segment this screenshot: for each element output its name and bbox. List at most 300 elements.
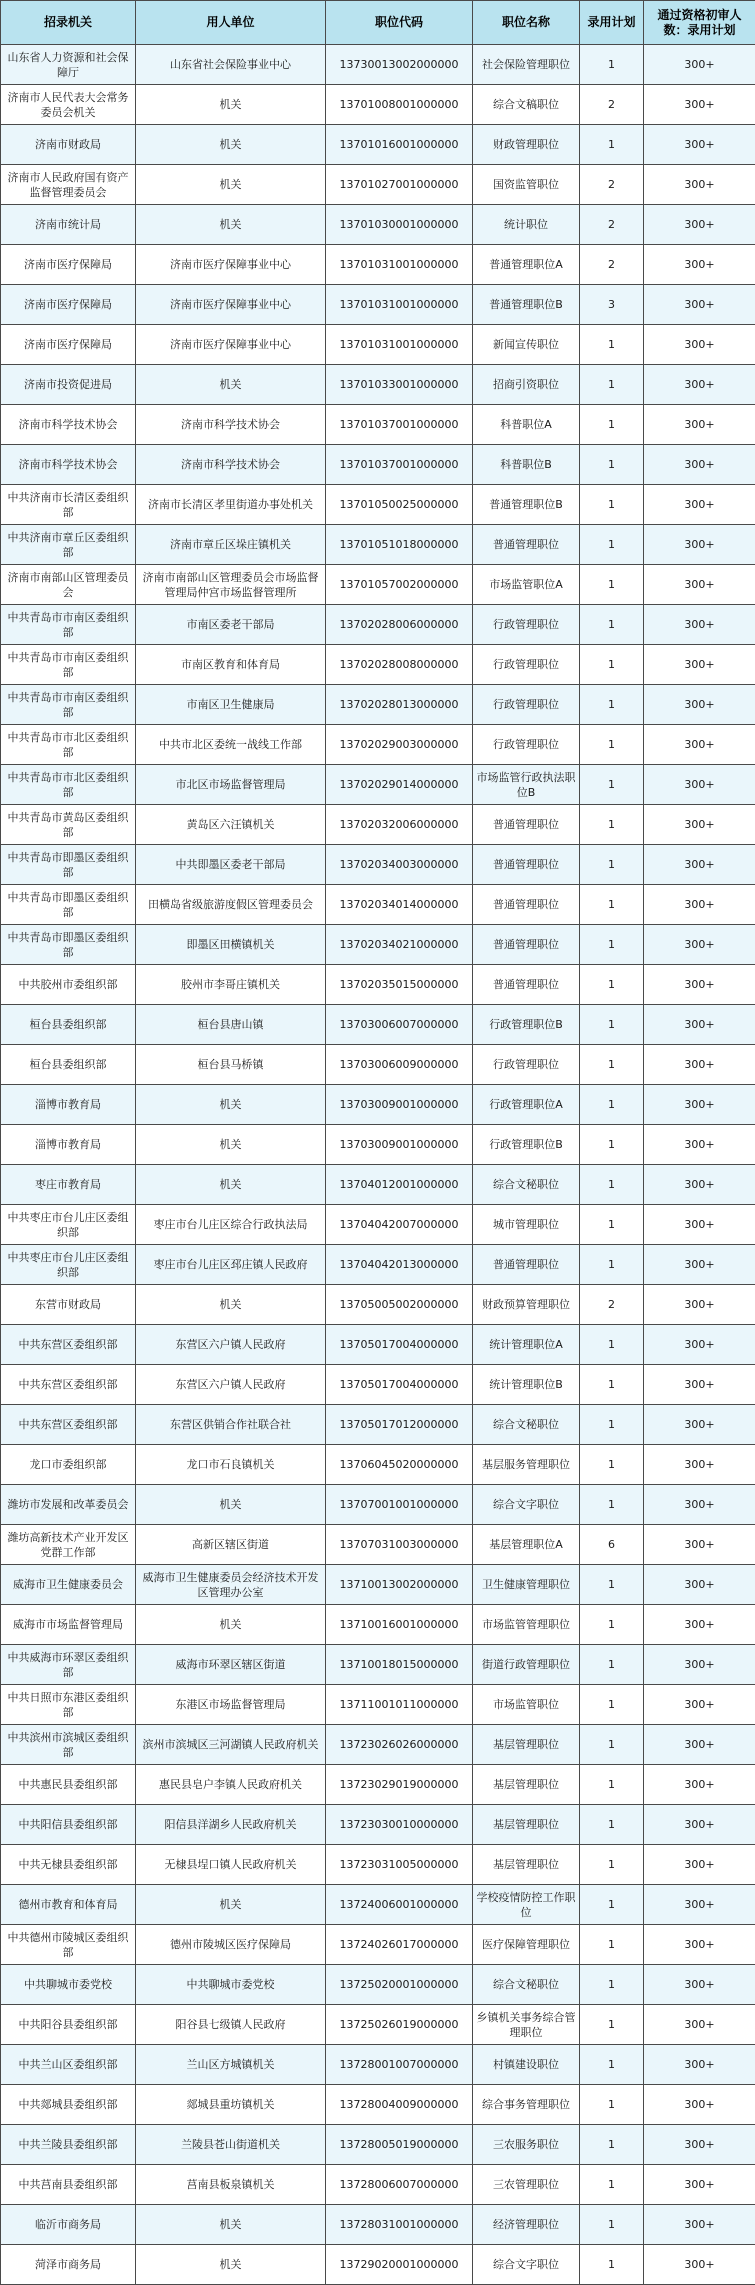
cell-position-name: 三农服务职位: [473, 2125, 580, 2165]
cell-position-code: 13723030010000000: [326, 1805, 473, 1845]
cell-position-name: 行政管理职位A: [473, 1085, 580, 1125]
cell-position-name: 普通管理职位B: [473, 285, 580, 325]
table-row: [1, 1085, 755, 1125]
cell-position-name: 普通管理职位: [473, 525, 580, 565]
cell-hiring-plan: 1: [580, 1925, 644, 1965]
cell-hiring-plan: 1: [580, 1805, 644, 1845]
cell-position-name: 行政管理职位B: [473, 1005, 580, 1045]
cell-position-code: 13704012001000000: [326, 1165, 473, 1205]
cell-employer: 机关: [136, 165, 326, 205]
cell-ratio: 300+: [644, 1485, 755, 1525]
cell-employer: 桓台县唐山镇: [136, 1005, 326, 1045]
cell-hiring-plan: 1: [580, 1885, 644, 1925]
cell-hiring-plan: 1: [580, 405, 644, 445]
cell-position-code: 13725026019000000: [326, 2005, 473, 2045]
cell-hiring-plan: 1: [580, 1325, 644, 1365]
table-row: [1, 2245, 755, 2285]
cell-hiring-plan: 1: [580, 2125, 644, 2165]
cell-recruiting-agency: 中共兰陵县委组织部: [1, 2125, 136, 2165]
cell-recruiting-agency: 济南市南部山区管理委员会: [1, 565, 136, 605]
cell-hiring-plan: 1: [580, 1765, 644, 1805]
cell-position-name: 综合文秘职位: [473, 1965, 580, 2005]
cell-hiring-plan: 1: [580, 2205, 644, 2245]
cell-position-name: 村镇建设职位: [473, 2045, 580, 2085]
cell-hiring-plan: 2: [580, 245, 644, 285]
cell-hiring-plan: 1: [580, 365, 644, 405]
cell-position-name: 行政管理职位B: [473, 1125, 580, 1165]
cell-recruiting-agency: 中共胶州市委组织部: [1, 965, 136, 1005]
cell-hiring-plan: 1: [580, 2045, 644, 2085]
cell-recruiting-agency: 中共济南市长清区委组织部: [1, 485, 136, 525]
cell-employer: 市南区卫生健康局: [136, 685, 326, 725]
cell-position-name: 学校疫情防控工作职位: [473, 1885, 580, 1925]
cell-position-code: 13701031001000000: [326, 285, 473, 325]
cell-hiring-plan: 1: [580, 1085, 644, 1125]
table-row: [1, 1125, 755, 1165]
cell-position-code: 13701030001000000: [326, 205, 473, 245]
table-row: [1, 685, 755, 725]
cell-hiring-plan: 1: [580, 1965, 644, 2005]
cell-recruiting-agency: 中共青岛市市北区委组织部: [1, 725, 136, 765]
table-row: [1, 445, 755, 485]
table-row: [1, 805, 755, 845]
cell-position-code: 13703006009000000: [326, 1045, 473, 1085]
cell-hiring-plan: 1: [580, 605, 644, 645]
cell-ratio: 300+: [644, 1085, 755, 1125]
cell-recruiting-agency: 中共枣庄市台儿庄区委组织部: [1, 1205, 136, 1245]
cell-hiring-plan: 1: [580, 1005, 644, 1045]
table-row: [1, 925, 755, 965]
cell-position-name: 行政管理职位: [473, 645, 580, 685]
table-row: [1, 1405, 755, 1445]
cell-position-name: 招商引资职位: [473, 365, 580, 405]
table-row: [1, 1285, 755, 1325]
cell-recruiting-agency: 威海市市场监督管理局: [1, 1605, 136, 1645]
cell-position-code: 13705005002000000: [326, 1285, 473, 1325]
cell-position-name: 三农管理职位: [473, 2165, 580, 2205]
cell-hiring-plan: 1: [580, 2005, 644, 2045]
cell-position-code: 13711001011000000: [326, 1685, 473, 1725]
cell-employer: 桓台县马桥镇: [136, 1045, 326, 1085]
cell-position-code: 13728004009000000: [326, 2085, 473, 2125]
cell-hiring-plan: 3: [580, 285, 644, 325]
cell-recruiting-agency: 中共日照市东港区委组织部: [1, 1685, 136, 1725]
cell-hiring-plan: 1: [580, 645, 644, 685]
cell-recruiting-agency: 潍坊高新技术产业开发区党群工作部: [1, 1525, 136, 1565]
cell-ratio: 300+: [644, 565, 755, 605]
cell-employer: 阳信县洋湖乡人民政府机关: [136, 1805, 326, 1845]
cell-position-name: 市场监管职位: [473, 1685, 580, 1725]
cell-position-code: 13723031005000000: [326, 1845, 473, 1885]
table-row: [1, 285, 755, 325]
cell-position-name: 普通管理职位A: [473, 245, 580, 285]
table-row: [1, 2165, 755, 2205]
cell-position-code: 13705017004000000: [326, 1325, 473, 1365]
cell-hiring-plan: 1: [580, 45, 644, 85]
table-row: [1, 845, 755, 885]
cell-ratio: 300+: [644, 205, 755, 245]
table-row: [1, 525, 755, 565]
cell-recruiting-agency: 中共青岛市即墨区委组织部: [1, 845, 136, 885]
table-row: [1, 1525, 755, 1565]
cell-position-code: 13702034003000000: [326, 845, 473, 885]
cell-recruiting-agency: 中共青岛市市南区委组织部: [1, 605, 136, 645]
cell-recruiting-agency: 济南市医疗保障局: [1, 325, 136, 365]
cell-ratio: 300+: [644, 2005, 755, 2045]
cell-ratio: 300+: [644, 1165, 755, 1205]
cell-recruiting-agency: 东营市财政局: [1, 1285, 136, 1325]
table-row: [1, 885, 755, 925]
cell-recruiting-agency: 中共青岛市市北区委组织部: [1, 765, 136, 805]
cell-position-name: 普通管理职位: [473, 845, 580, 885]
cell-position-name: 科普职位B: [473, 445, 580, 485]
cell-ratio: 300+: [644, 645, 755, 685]
table-row: [1, 1325, 755, 1365]
table-row: [1, 205, 755, 245]
cell-employer: 济南市医疗保障事业中心: [136, 285, 326, 325]
cell-ratio: 300+: [644, 1845, 755, 1885]
cell-recruiting-agency: 中共惠民县委组织部: [1, 1765, 136, 1805]
cell-ratio: 300+: [644, 1045, 755, 1085]
cell-position-name: 行政管理职位: [473, 725, 580, 765]
cell-employer: 机关: [136, 1285, 326, 1325]
cell-recruiting-agency: 济南市医疗保障局: [1, 245, 136, 285]
header-recruiting-agency: 招录机关: [1, 1, 136, 45]
cell-hiring-plan: 1: [580, 485, 644, 525]
cell-employer: 兰山区方城镇机关: [136, 2045, 326, 2085]
cell-employer: 枣庄市台儿庄区邳庄镇人民政府: [136, 1245, 326, 1285]
cell-position-name: 基层管理职位A: [473, 1525, 580, 1565]
cell-ratio: 300+: [644, 1325, 755, 1365]
cell-position-name: 普通管理职位: [473, 925, 580, 965]
cell-employer: 威海市环翠区辖区街道: [136, 1645, 326, 1685]
table-row: [1, 325, 755, 365]
cell-hiring-plan: 1: [580, 805, 644, 845]
cell-hiring-plan: 1: [580, 1405, 644, 1445]
cell-position-code: 13729020001000000: [326, 2245, 473, 2285]
cell-position-name: 综合文稿职位: [473, 85, 580, 125]
cell-position-code: 13728006007000000: [326, 2165, 473, 2205]
cell-hiring-plan: 1: [580, 1125, 644, 1165]
cell-position-code: 13701037001000000: [326, 445, 473, 485]
cell-recruiting-agency: 桓台县委组织部: [1, 1005, 136, 1045]
cell-position-name: 街道行政管理职位: [473, 1645, 580, 1685]
cell-employer: 胶州市李哥庄镇机关: [136, 965, 326, 1005]
cell-hiring-plan: 1: [580, 1605, 644, 1645]
cell-position-code: 13701031001000000: [326, 325, 473, 365]
cell-position-code: 13703009001000000: [326, 1125, 473, 1165]
cell-hiring-plan: 2: [580, 165, 644, 205]
table-row: [1, 965, 755, 1005]
cell-employer: 机关: [136, 1165, 326, 1205]
cell-ratio: 300+: [644, 925, 755, 965]
cell-recruiting-agency: 济南市科学技术协会: [1, 445, 136, 485]
cell-ratio: 300+: [644, 405, 755, 445]
cell-position-code: 13730013002000000: [326, 45, 473, 85]
cell-position-name: 统计管理职位B: [473, 1365, 580, 1405]
cell-ratio: 300+: [644, 685, 755, 725]
cell-employer: 济南市南部山区管理委员会市场监督管理局仲宫市场监督管理所: [136, 565, 326, 605]
cell-recruiting-agency: 中共青岛市黄岛区委组织部: [1, 805, 136, 845]
cell-position-name: 统计管理职位A: [473, 1325, 580, 1365]
table-row: [1, 125, 755, 165]
cell-ratio: 300+: [644, 1525, 755, 1565]
table-row: [1, 1645, 755, 1685]
cell-ratio: 300+: [644, 1405, 755, 1445]
table-row: [1, 1965, 755, 2005]
cell-position-code: 13724026017000000: [326, 1925, 473, 1965]
cell-position-code: 13701031001000000: [326, 245, 473, 285]
table-row: [1, 1165, 755, 1205]
cell-employer: 高新区辖区街道: [136, 1525, 326, 1565]
cell-hiring-plan: 1: [580, 2165, 644, 2205]
table-row: [1, 565, 755, 605]
cell-ratio: 300+: [644, 1125, 755, 1165]
cell-ratio: 300+: [644, 605, 755, 645]
cell-position-code: 13701027001000000: [326, 165, 473, 205]
cell-employer: 东营区六户镇人民政府: [136, 1365, 326, 1405]
table-row: [1, 2125, 755, 2165]
cell-recruiting-agency: 济南市医疗保障局: [1, 285, 136, 325]
cell-position-name: 医疗保障管理职位: [473, 1925, 580, 1965]
cell-recruiting-agency: 中共青岛市市南区委组织部: [1, 645, 136, 685]
cell-position-name: 行政管理职位: [473, 605, 580, 645]
cell-position-code: 13723026026000000: [326, 1725, 473, 1765]
cell-recruiting-agency: 威海市卫生健康委员会: [1, 1565, 136, 1605]
cell-employer: 无棣县埕口镇人民政府机关: [136, 1845, 326, 1885]
cell-hiring-plan: 2: [580, 85, 644, 125]
cell-employer: 威海市卫生健康委员会经济技术开发区管理办公室: [136, 1565, 326, 1605]
cell-position-code: 13702032006000000: [326, 805, 473, 845]
table-row: [1, 485, 755, 525]
cell-position-name: 普通管理职位: [473, 805, 580, 845]
table-row: [1, 765, 755, 805]
cell-employer: 济南市科学技术协会: [136, 445, 326, 485]
cell-ratio: 300+: [644, 1245, 755, 1285]
table-row: [1, 1805, 755, 1845]
cell-recruiting-agency: 济南市投资促进局: [1, 365, 136, 405]
cell-employer: 机关: [136, 1085, 326, 1125]
cell-ratio: 300+: [644, 365, 755, 405]
cell-ratio: 300+: [644, 1645, 755, 1685]
cell-hiring-plan: 1: [580, 125, 644, 165]
cell-position-name: 普通管理职位B: [473, 485, 580, 525]
cell-position-name: 统计职位: [473, 205, 580, 245]
cell-employer: 济南市医疗保障事业中心: [136, 325, 326, 365]
cell-ratio: 300+: [644, 1965, 755, 2005]
cell-hiring-plan: 1: [580, 565, 644, 605]
cell-ratio: 300+: [644, 1885, 755, 1925]
cell-position-name: 行政管理职位: [473, 685, 580, 725]
table-row: [1, 725, 755, 765]
cell-position-name: 城市管理职位: [473, 1205, 580, 1245]
cell-position-name: 行政管理职位: [473, 1045, 580, 1085]
cell-ratio: 300+: [644, 85, 755, 125]
cell-ratio: 300+: [644, 2205, 755, 2245]
cell-ratio: 300+: [644, 1805, 755, 1845]
cell-position-code: 13728001007000000: [326, 2045, 473, 2085]
cell-ratio: 300+: [644, 2085, 755, 2125]
cell-employer: 济南市章丘区垛庄镇机关: [136, 525, 326, 565]
header-employer: 用人单位: [136, 1, 326, 45]
cell-position-name: 基层管理职位: [473, 1845, 580, 1885]
cell-position-name: 基层管理职位: [473, 1725, 580, 1765]
table-row: [1, 605, 755, 645]
cell-position-code: 13724006001000000: [326, 1885, 473, 1925]
cell-position-name: 乡镇机关事务综合管理职位: [473, 2005, 580, 2045]
cell-recruiting-agency: 中共青岛市即墨区委组织部: [1, 885, 136, 925]
cell-ratio: 300+: [644, 845, 755, 885]
cell-hiring-plan: 2: [580, 205, 644, 245]
cell-position-name: 普通管理职位: [473, 885, 580, 925]
cell-hiring-plan: 1: [580, 1205, 644, 1245]
cell-hiring-plan: 2: [580, 1285, 644, 1325]
cell-employer: 机关: [136, 1605, 326, 1645]
cell-position-name: 普通管理职位: [473, 1245, 580, 1285]
cell-recruiting-agency: 中共郯城县委组织部: [1, 2085, 136, 2125]
cell-ratio: 300+: [644, 165, 755, 205]
cell-employer: 滨州市滨城区三河湖镇人民政府机关: [136, 1725, 326, 1765]
cell-position-code: 13701008001000000: [326, 85, 473, 125]
cell-hiring-plan: 1: [580, 885, 644, 925]
cell-recruiting-agency: 中共聊城市委党校: [1, 1965, 136, 2005]
cell-employer: 郯城县重坊镇机关: [136, 2085, 326, 2125]
table-row: [1, 1205, 755, 1245]
cell-employer: 黄岛区六汪镇机关: [136, 805, 326, 845]
cell-position-name: 综合事务管理职位: [473, 2085, 580, 2125]
cell-position-code: 13703006007000000: [326, 1005, 473, 1045]
cell-position-name: 综合文秘职位: [473, 1165, 580, 1205]
table-row: [1, 45, 755, 85]
cell-employer: 机关: [136, 205, 326, 245]
cell-hiring-plan: 1: [580, 685, 644, 725]
table-row: [1, 1365, 755, 1405]
table-row: [1, 1445, 755, 1485]
cell-employer: 机关: [136, 1885, 326, 1925]
cell-recruiting-agency: 中共莒南县委组织部: [1, 2165, 136, 2205]
cell-ratio: 300+: [644, 1005, 755, 1045]
cell-hiring-plan: 1: [580, 325, 644, 365]
cell-position-code: 13710018015000000: [326, 1645, 473, 1685]
cell-recruiting-agency: 临沂市商务局: [1, 2205, 136, 2245]
cell-hiring-plan: 1: [580, 525, 644, 565]
table-row: [1, 245, 755, 285]
cell-position-name: 综合文字职位: [473, 1485, 580, 1525]
table-row: [1, 1565, 755, 1605]
table-row: [1, 405, 755, 445]
cell-hiring-plan: 1: [580, 1365, 644, 1405]
cell-ratio: 300+: [644, 1365, 755, 1405]
cell-recruiting-agency: 淄博市教育局: [1, 1085, 136, 1125]
cell-ratio: 300+: [644, 1605, 755, 1645]
cell-hiring-plan: 1: [580, 1685, 644, 1725]
cell-position-code: 13704042013000000: [326, 1245, 473, 1285]
cell-hiring-plan: 1: [580, 1645, 644, 1685]
cell-position-code: 13701057002000000: [326, 565, 473, 605]
cell-position-name: 市场监管职位A: [473, 565, 580, 605]
cell-recruiting-agency: 中共东营区委组织部: [1, 1405, 136, 1445]
cell-position-code: 13702035015000000: [326, 965, 473, 1005]
cell-ratio: 300+: [644, 2165, 755, 2205]
cell-position-name: 国资监管职位: [473, 165, 580, 205]
table-row: [1, 1005, 755, 1045]
cell-position-code: 13710016001000000: [326, 1605, 473, 1645]
cell-recruiting-agency: 淄博市教育局: [1, 1125, 136, 1165]
cell-employer: 济南市医疗保障事业中心: [136, 245, 326, 285]
cell-position-code: 13705017004000000: [326, 1365, 473, 1405]
cell-ratio: 300+: [644, 485, 755, 525]
cell-position-name: 市场监管行政执法职位B: [473, 765, 580, 805]
cell-position-code: 13701051018000000: [326, 525, 473, 565]
cell-position-code: 13702028008000000: [326, 645, 473, 685]
cell-hiring-plan: 1: [580, 1845, 644, 1885]
cell-hiring-plan: 1: [580, 1165, 644, 1205]
cell-ratio: 300+: [644, 1205, 755, 1245]
header-hiring-plan: 录用计划: [580, 1, 644, 45]
cell-position-name: 社会保险管理职位: [473, 45, 580, 85]
cell-position-code: 13707001001000000: [326, 1485, 473, 1525]
table-row: [1, 365, 755, 405]
table-row: [1, 2045, 755, 2085]
cell-employer: 机关: [136, 365, 326, 405]
cell-recruiting-agency: 龙口市委组织部: [1, 1445, 136, 1485]
cell-employer: 机关: [136, 2205, 326, 2245]
cell-ratio: 300+: [644, 1925, 755, 1965]
cell-employer: 阳谷县七级镇人民政府: [136, 2005, 326, 2045]
cell-recruiting-agency: 中共济南市章丘区委组织部: [1, 525, 136, 565]
cell-hiring-plan: 1: [580, 445, 644, 485]
cell-position-code: 13728031001000000: [326, 2205, 473, 2245]
cell-ratio: 300+: [644, 285, 755, 325]
cell-position-name: 基层管理职位: [473, 1765, 580, 1805]
cell-hiring-plan: 1: [580, 1245, 644, 1285]
cell-employer: 即墨区田横镇机关: [136, 925, 326, 965]
cell-position-code: 13701050025000000: [326, 485, 473, 525]
cell-position-code: 13723029019000000: [326, 1765, 473, 1805]
cell-hiring-plan: 1: [580, 1565, 644, 1605]
cell-employer: 中共即墨区委老干部局: [136, 845, 326, 885]
cell-ratio: 300+: [644, 1685, 755, 1725]
cell-ratio: 300+: [644, 805, 755, 845]
table-row: [1, 645, 755, 685]
cell-ratio: 300+: [644, 1565, 755, 1605]
cell-recruiting-agency: 济南市科学技术协会: [1, 405, 136, 445]
cell-position-name: 科普职位A: [473, 405, 580, 445]
cell-employer: 济南市科学技术协会: [136, 405, 326, 445]
cell-position-name: 卫生健康管理职位: [473, 1565, 580, 1605]
cell-hiring-plan: 1: [580, 845, 644, 885]
cell-recruiting-agency: 济南市统计局: [1, 205, 136, 245]
cell-hiring-plan: 1: [580, 1445, 644, 1485]
cell-employer: 龙口市石良镇机关: [136, 1445, 326, 1485]
cell-position-code: 13705017012000000: [326, 1405, 473, 1445]
cell-position-code: 13706045020000000: [326, 1445, 473, 1485]
cell-ratio: 300+: [644, 765, 755, 805]
cell-employer: 机关: [136, 1485, 326, 1525]
table-row: [1, 1485, 755, 1525]
cell-employer: 市南区教育和体育局: [136, 645, 326, 685]
cell-recruiting-agency: 中共阳谷县委组织部: [1, 2005, 136, 2045]
cell-ratio: 300+: [644, 245, 755, 285]
cell-position-name: 基层管理职位: [473, 1805, 580, 1845]
cell-position-code: 13702029014000000: [326, 765, 473, 805]
cell-recruiting-agency: 中共青岛市即墨区委组织部: [1, 925, 136, 965]
cell-hiring-plan: 1: [580, 2245, 644, 2285]
cell-ratio: 300+: [644, 2125, 755, 2165]
cell-recruiting-agency: 中共兰山区委组织部: [1, 2045, 136, 2085]
cell-ratio: 300+: [644, 445, 755, 485]
cell-ratio: 300+: [644, 2045, 755, 2085]
